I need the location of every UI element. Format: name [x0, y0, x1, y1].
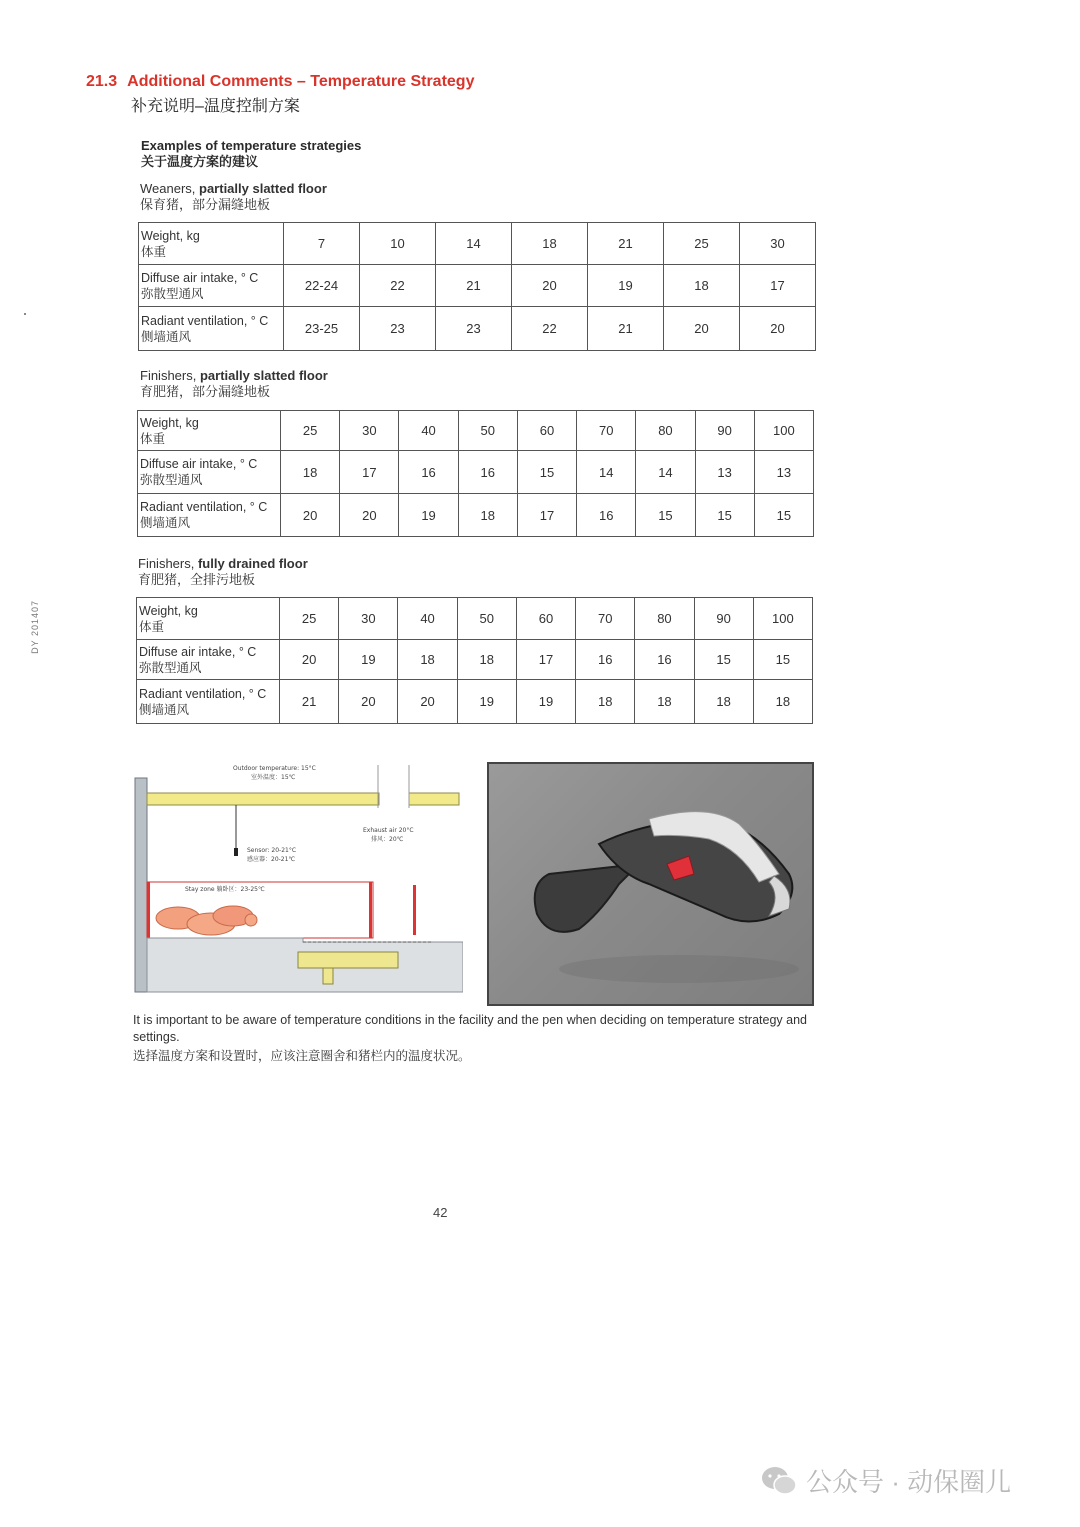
caption-zh: 育肥猪，全排污地板	[138, 572, 256, 587]
table-cell: 40	[398, 598, 457, 640]
ventilation-diagram	[133, 760, 463, 1000]
table-cell: 20	[280, 640, 339, 680]
table-cell: 25	[664, 223, 740, 265]
pen-wall-right	[413, 885, 416, 935]
caption-prefix: Finishers,	[140, 368, 200, 383]
table-cell: 7	[284, 223, 360, 265]
table-cell: 14	[636, 451, 695, 494]
table-cell: 70	[577, 411, 636, 451]
stay-zone-label: Stay zone 躺卧区：23-25℃	[185, 886, 265, 893]
table-cell: 19	[339, 640, 398, 680]
table-cell: 20	[340, 494, 399, 537]
table-cell: 16	[576, 640, 635, 680]
table-cell: 14	[436, 223, 512, 265]
table-cell: 17	[516, 640, 575, 680]
exhaust-label-zh: 排风：20℃	[371, 836, 404, 843]
table-cell: 40	[399, 411, 458, 451]
table-caption-finishers-partial	[140, 368, 328, 400]
table-cell: 100	[754, 411, 813, 451]
table-cell: 14	[577, 451, 636, 494]
table-cell: 15	[636, 494, 695, 537]
table-cell: 21	[280, 680, 339, 724]
table-cell: 20	[512, 265, 588, 307]
section-title-zh: 补充说明–温度控制方案	[131, 98, 300, 115]
row-label	[137, 640, 280, 680]
table-cell: 23-25	[284, 307, 360, 351]
infrared-thermometer-photo	[487, 762, 814, 1006]
pen-wall-mid	[369, 882, 372, 938]
row-label	[139, 265, 284, 307]
table-cell: 22	[512, 307, 588, 351]
watermark-text: 公众号 · 动保圈儿	[806, 1467, 1012, 1497]
sensor-label-en: Sensor: 20-21°C	[247, 847, 297, 854]
table-cell: 20	[664, 307, 740, 351]
table-row	[137, 598, 813, 640]
table-row	[137, 680, 813, 724]
table-caption-finishers-drained	[138, 556, 308, 588]
side-wall	[135, 778, 147, 992]
row-label-zh: 侧墙通风	[141, 329, 192, 344]
table-cell: 19	[516, 680, 575, 724]
table-cell: 60	[517, 411, 576, 451]
table-cell: 17	[340, 451, 399, 494]
sensor	[234, 848, 238, 856]
row-label-zh: 侧墙通风	[140, 516, 191, 530]
table-cell: 25	[280, 598, 339, 640]
table-cell: 23	[436, 307, 512, 351]
row-label-zh: 弥散型通风	[140, 473, 203, 487]
note-en: It is important to be aware of temperature conditions in the facility and the pen when deciding on temperature strategy and settings.	[133, 1013, 808, 1044]
row-label-zh: 体重	[140, 431, 166, 446]
row-label	[138, 494, 281, 537]
table-cell: 19	[399, 494, 458, 537]
ventilation-diagram-svg	[133, 760, 463, 1000]
weaners-partially-slatted-table	[138, 222, 816, 351]
table-cell: 90	[694, 598, 753, 640]
caption-prefix: Finishers,	[138, 556, 198, 571]
row-label-en: Weight, kg	[139, 603, 198, 618]
table-cell: 16	[577, 494, 636, 537]
table-cell: 19	[457, 680, 516, 724]
row-label	[139, 223, 284, 265]
table-cell: 20	[740, 307, 816, 351]
drain-pipe	[323, 968, 333, 984]
thermometer-icon	[489, 764, 812, 1004]
row-label-en: Weight, kg	[140, 415, 199, 430]
row-label-zh: 弥散型通风	[139, 660, 202, 675]
table-cell: 25	[281, 411, 340, 451]
row-label	[137, 680, 280, 724]
table-cell: 20	[339, 680, 398, 724]
row-label-en: Radiant ventilation, ° C	[140, 500, 268, 514]
row-label-zh: 体重	[141, 244, 167, 259]
pen-wall-left	[147, 882, 150, 938]
table-cell: 30	[340, 411, 399, 451]
wechat-watermark	[760, 1462, 1011, 1499]
table-row	[138, 411, 814, 451]
table-cell: 100	[753, 598, 812, 640]
sensor-label-zh: 感应器：20-21℃	[247, 856, 296, 863]
table-row	[138, 451, 814, 494]
table-cell: 30	[339, 598, 398, 640]
manure-channel	[298, 952, 398, 968]
table-cell: 18	[457, 640, 516, 680]
table-cell: 15	[517, 451, 576, 494]
table-cell: 18	[664, 265, 740, 307]
exhaust-label-en: Exhaust air 20°C	[363, 827, 414, 834]
table-cell: 13	[754, 451, 813, 494]
table-cell: 19	[588, 265, 664, 307]
table-cell: 18	[512, 223, 588, 265]
row-label	[139, 307, 284, 351]
finishers-fully-drained-table	[136, 597, 813, 724]
table-cell: 13	[695, 451, 754, 494]
table-cell: 15	[694, 640, 753, 680]
row-label-en: Weight, kg	[141, 228, 200, 243]
table-cell: 16	[399, 451, 458, 494]
pigs-illustration	[156, 906, 257, 935]
row-label-en: Diffuse air intake, ° C	[140, 457, 258, 471]
table-row	[137, 640, 813, 680]
table-cell: 16	[635, 640, 694, 680]
table-cell: 18	[753, 680, 812, 724]
page-number: 42	[433, 1205, 448, 1220]
document-code: DY 201407	[30, 600, 40, 654]
row-label-en: Radiant ventilation, ° C	[139, 686, 267, 701]
section-title-en: Additional Comments – Temperature Strategy	[127, 73, 475, 90]
ceiling	[147, 793, 379, 805]
row-label-zh: 侧墙通风	[139, 702, 190, 717]
table-caption-weaners	[140, 181, 327, 213]
table-cell: 70	[576, 598, 635, 640]
table-cell: 10	[360, 223, 436, 265]
row-label-en: Radiant ventilation, ° C	[141, 313, 269, 328]
row-label-en: Diffuse air intake, ° C	[139, 644, 257, 659]
note-zh: 选择温度方案和设置时，应该注意圈舍和猪栏内的温度状况。	[133, 1049, 471, 1063]
table-cell: 30	[740, 223, 816, 265]
ceiling-right	[409, 793, 459, 805]
table-cell: 18	[281, 451, 340, 494]
table-row	[139, 265, 816, 307]
figure-note	[133, 1012, 823, 1065]
outdoor-label-zh: 室外温度：15℃	[251, 774, 296, 781]
subheading-en: Examples of temperature strategies	[141, 138, 362, 153]
table-cell: 18	[398, 640, 457, 680]
table-row	[138, 494, 814, 537]
table-cell: 23	[360, 307, 436, 351]
table-cell: 18	[458, 494, 517, 537]
section-heading	[86, 73, 474, 116]
table-cell: 90	[695, 411, 754, 451]
section-number: 21.3	[86, 73, 118, 90]
table-cell: 20	[281, 494, 340, 537]
table-cell: 50	[457, 598, 516, 640]
table-cell: 18	[576, 680, 635, 724]
caption-bold: partially slatted floor	[199, 181, 327, 196]
subheading-zh: 关于温度方案的建议	[141, 154, 259, 169]
scan-speck	[24, 313, 26, 315]
table-cell: 17	[517, 494, 576, 537]
row-label	[137, 598, 280, 640]
table-cell: 22-24	[284, 265, 360, 307]
wechat-icon	[760, 1464, 798, 1498]
table-cell: 17	[740, 265, 816, 307]
table-cell: 16	[458, 451, 517, 494]
table-row	[139, 223, 816, 265]
table-cell: 15	[754, 494, 813, 537]
table-cell: 18	[635, 680, 694, 724]
caption-zh: 育肥猪，部分漏缝地板	[140, 384, 271, 399]
row-label	[138, 411, 281, 451]
table-cell: 50	[458, 411, 517, 451]
caption-bold: fully drained floor	[197, 556, 308, 571]
table-cell: 21	[588, 307, 664, 351]
table-cell: 18	[694, 680, 753, 724]
caption-zh: 保育猪，部分漏缝地板	[140, 197, 271, 212]
table-cell: 15	[695, 494, 754, 537]
table-cell: 80	[635, 598, 694, 640]
finishers-partially-slatted-table	[137, 410, 814, 537]
table-row	[139, 307, 816, 351]
table-cell: 20	[398, 680, 457, 724]
caption-bold: partially slatted floor	[199, 368, 328, 383]
row-label-zh: 体重	[139, 619, 165, 634]
table-cell: 60	[516, 598, 575, 640]
outdoor-label-en: Outdoor temperature: 15°C	[233, 765, 316, 772]
row-label	[138, 451, 281, 494]
table-cell: 80	[636, 411, 695, 451]
table-cell: 15	[753, 640, 812, 680]
table-cell: 21	[588, 223, 664, 265]
subheading	[141, 138, 361, 170]
table-cell: 21	[436, 265, 512, 307]
caption-prefix: Weaners,	[140, 181, 200, 196]
table-cell: 22	[360, 265, 436, 307]
row-label-en: Diffuse air intake, ° C	[141, 270, 259, 285]
row-label-zh: 弥散型通风	[141, 286, 204, 301]
